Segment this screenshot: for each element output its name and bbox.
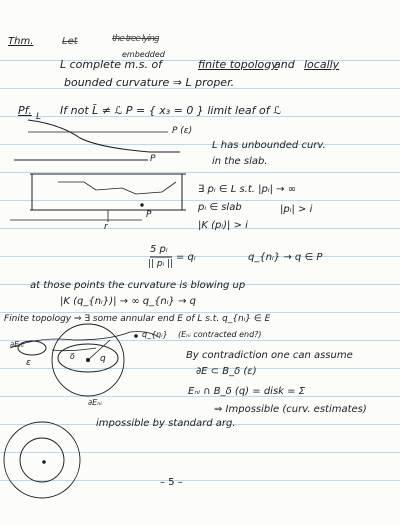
inner-circle <box>20 438 64 482</box>
step-4: ⇒ Impossible (curv. estimates) <box>214 404 367 415</box>
scribbled-text: the tree lying <box>112 34 159 44</box>
label-r: r <box>104 222 108 232</box>
statement-and: and <box>274 58 295 71</box>
step-3: Eₙᵢ ∩ B_δ (q) = disk = Σ <box>188 386 305 397</box>
fig2-dE-label: ∂Eₙᵢ <box>10 340 24 349</box>
ratio-denominator: || pᵢ || <box>148 259 174 269</box>
step-2: ∂E ⊂ B_δ (ε) <box>196 366 257 377</box>
fig3-dE-label: ∂Eₙᵢ <box>88 398 102 407</box>
leaf-L-curve <box>28 120 180 152</box>
point-dot <box>141 204 143 206</box>
fig2-q-ni: q_{nᵢ} <box>142 330 168 339</box>
theorem-heading: Thm. <box>8 36 34 47</box>
condition-1: ∃ pᵢ ∈ L s.t. |pᵢ| → ∞ <box>198 184 297 195</box>
label-P-bottom: P <box>146 210 152 220</box>
blowup-line-2: |K (q_{nᵢ})| → ∞ q_{nᵢ} → q <box>60 296 197 307</box>
crossed-word: Let <box>62 36 78 47</box>
fig2-q: q <box>100 354 106 364</box>
page-number: – 5 – <box>160 477 183 488</box>
inserted-word: embedded <box>122 50 165 59</box>
ratio-numerator: 5 pᵢ <box>150 244 168 255</box>
finite-topology-line: Finite topology ⇒ ∃ some annular end E of L s.t. q_{nᵢ} ∈ E <box>4 314 271 324</box>
ratio-equals: = qᵢ <box>176 252 196 263</box>
note-slab: in the slab. <box>212 156 268 167</box>
condition-2a: pᵢ ∈ slab <box>198 202 242 213</box>
statement-finite-topology: finite topology <box>198 58 278 71</box>
proof-label: Pf. <box>18 104 32 117</box>
fig2-delta: δ <box>70 352 75 361</box>
final-statement: impossible by standard arg. <box>96 418 236 429</box>
label-P: P <box>150 154 156 164</box>
step-1: By contradiction one can assume <box>186 350 353 361</box>
label-P-eps: P (ε) <box>172 126 193 136</box>
statement-locally: locally <box>304 58 340 71</box>
proof-line: If not L̄ ≠ ℒ P = { x₃ = 0 } limit leaf of ℒ <box>60 104 281 117</box>
blowup-line-1: at those points the curvature is blowing up <box>30 280 246 291</box>
fig2-eps: ε <box>26 358 31 368</box>
condition-3: |K (pᵢ)| > i <box>198 220 248 231</box>
statement-part-a: L complete m.s. of <box>60 58 163 71</box>
contracted-end-note: (Eₙᵢ contracted end?) <box>178 330 262 339</box>
outer-circle <box>4 422 80 498</box>
note-unbounded: L has unbounded curv. <box>212 140 326 151</box>
condition-2b: |pᵢ| > i <box>280 204 313 215</box>
label-L: L <box>36 112 42 122</box>
boundary-curve <box>10 332 160 348</box>
statement-part-e: bounded curvature ⇒ L proper. <box>64 76 235 89</box>
slab-curve <box>58 182 176 194</box>
limit-statement: q_{nᵢ} → q ∈ P <box>248 252 323 263</box>
